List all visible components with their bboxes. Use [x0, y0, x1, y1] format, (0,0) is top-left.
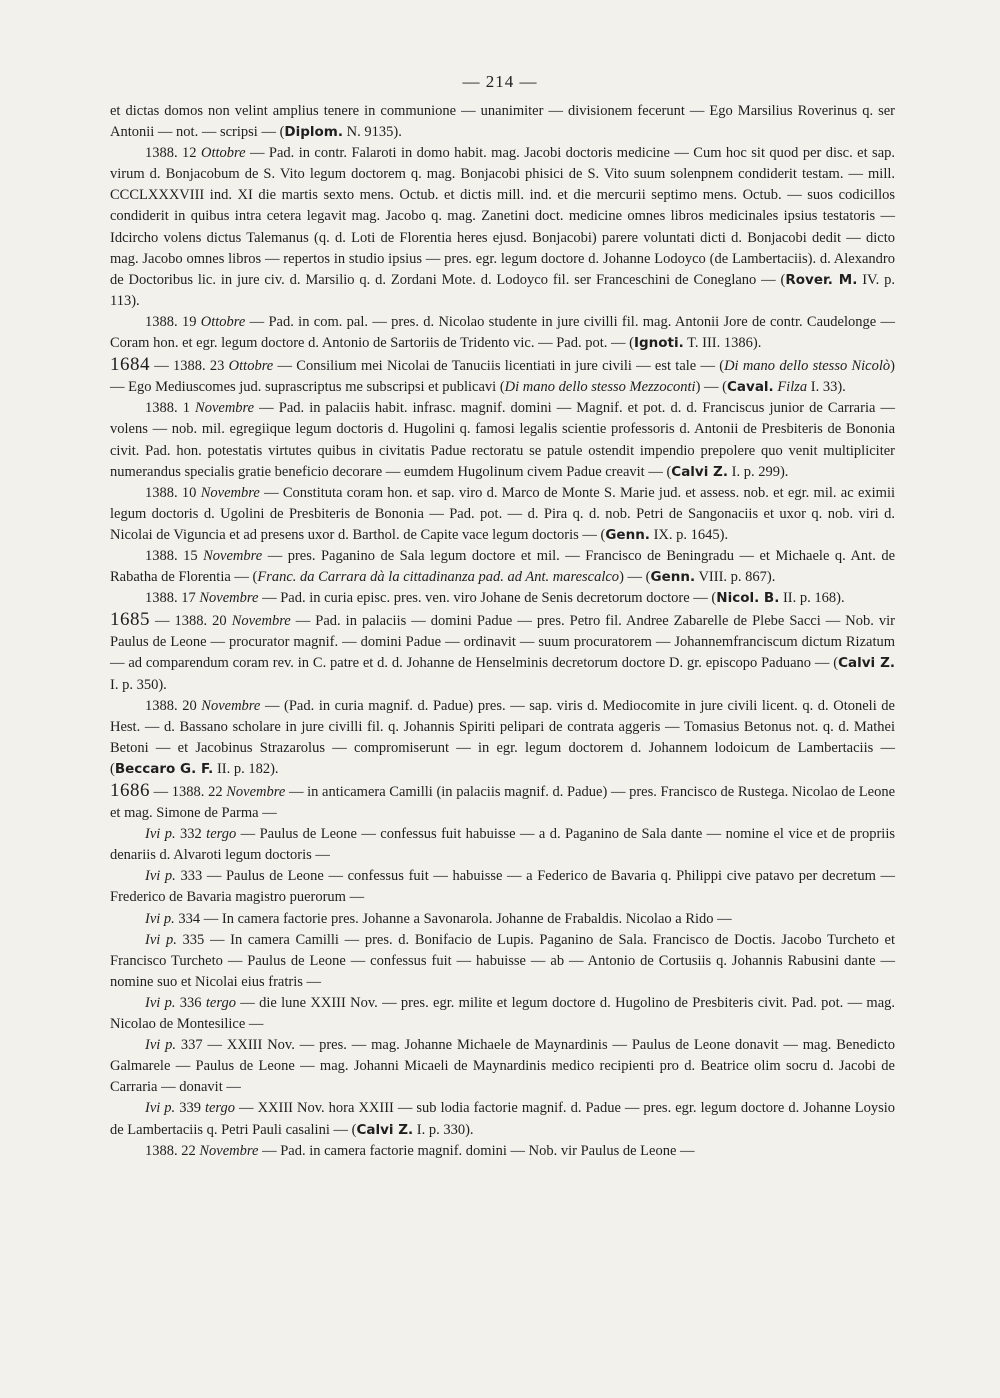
italic-text: Di mano dello stesso Nicolò: [724, 358, 891, 375]
text-paragraph: [110, 866, 895, 908]
text-run: I. p. 350).: [110, 676, 167, 693]
text-run: ) — (: [619, 569, 651, 586]
source-citation: Genn.: [605, 526, 650, 543]
page-number: — 214 —: [462, 72, 538, 91]
text-run: 1388. 22: [145, 1142, 200, 1159]
text-run: ) — Ego Mediuscomes jud. suprascriptus me subscripsi et publicavi (: [110, 358, 895, 396]
italic-text: Novembre: [231, 613, 291, 630]
numbered-entry-paragraph: [110, 354, 895, 398]
italic-text: Ivi p.: [145, 1037, 177, 1054]
text-paragraph: [110, 101, 895, 143]
text-run: 336: [175, 994, 206, 1011]
italic-text: Ottobre: [228, 358, 274, 375]
text-run: 334 — In camera factorie pres. Johanne a Savonarola. Johanne de Frabaldis. Nicolao a Rido —: [174, 910, 732, 927]
source-citation: Calvi Z.: [671, 463, 728, 480]
text-run: — Pad. in com. pal. — pres. d. Nicolao studente in jure civilli fil. mag. Antonii Jore de contr. Caudelonge — Coram hon. et egr. legum doctore d. Antonio de Sartoriis de Tridento vic. — Pad. pot. — (: [110, 313, 895, 352]
italic-text: tergo: [204, 1100, 236, 1117]
text-run: — Pad. in palaciis — domini Padue — pres. Petro fil. Andree Zabarelle de Plebe Sacci — Nob. vir Paulus de Leone — procurator magnif. — domini Padue — ordinavit — suum procuratorem — Johannemfranciscum dictum Rizatum — ad comparendum coram rev. in C. patre et d. d. Johanne de Henselminis decretorum doctore D. gr. episcopo Paduano — (: [110, 613, 895, 672]
text-run: et dictas domos non velint amplius tenere in communione — unanimiter — divisionem fecerunt — Ego Marsilius Roverinus q. ser Antonii — not. — scripsi — (: [110, 103, 895, 141]
text-paragraph: [110, 1098, 895, 1140]
text-run: — Pad. in palaciis habit. infrasc. magnif. domini — Magnif. et pot. d. d. Franciscus junior de Carraria — volens — nob. mil. egregiique legum doctoris d. Hugolini q. famosi legalis scientie professoris d. Antonii de Presbiteris de Bononia civit. Pad. hon. potestatis virtutes quibus in civitatis Padue rectoratu se patule ostendit impendio prepolere quo venit multipliciter numerandus specialis gratie beneficio decorare — eumdem Hugolinum civem Padue creavit — (: [110, 400, 895, 480]
text-run: T. III. 1386).: [683, 335, 762, 352]
italic-text: tergo: [206, 826, 237, 843]
entry-number: 1684: [110, 354, 150, 376]
text-run: VIII. p. 867).: [695, 569, 776, 586]
text-run: I. p. 299).: [727, 463, 789, 480]
text-run: 1388. 17: [145, 590, 200, 607]
text-run: 1388. 20: [145, 697, 202, 714]
source-citation: Nicol. B.: [716, 590, 780, 607]
text-run: 1388. 19: [145, 313, 201, 330]
text-run: — Pad. in curia episc. pres. ven. viro Johane de Senis decretorum doctore — (: [258, 590, 717, 607]
text-run: — Constituta coram hon. et sap. viro d. Marco de Monte S. Marie jud. et assess. nob. et egr. mil. ac eximii legum doctoris d. Ugolini de Presbiteris de Bononia — Pad. pot. — d. Pira q. d. nob. Petri de Sangonaciis et uxor q. nob. viri d. Nicolai de Viguncia et ad presens uxor d. Barthol. de Capite vace legum doctoris — (: [110, 484, 896, 543]
source-citation: Calvi Z.: [838, 655, 895, 672]
entry-number: 1685: [110, 609, 150, 631]
text-run: — pres. Paganino de Sala legum doctore et mil. — Francisco de Beningradu — et Michaele q. Ant. de Rabatha de Florentia — (: [110, 547, 896, 586]
text-run: I. p. 330).: [413, 1121, 474, 1138]
italic-text: Novembre: [195, 400, 255, 417]
text-run: 335 — In camera Camilli — pres. d. Bonifacio de Lupis. Paganino de Sala. Francisco de Doctis. Jacobo Turcheto et Francisco Turcheto — Paulus de Leone — confessus fuit — habuisse — ab — Antonio de Cortusiis q. Johannis Rabusini dante — nomine suo et Nicolai eius fratris —: [110, 931, 895, 990]
source-citation: Calvi Z.: [356, 1121, 414, 1138]
text-paragraph: [110, 909, 895, 930]
italic-text: Ivi p.: [145, 1100, 176, 1117]
document-body: [110, 101, 895, 1162]
italic-text: Novembre: [199, 1142, 259, 1159]
italic-text: Ivi p.: [145, 868, 176, 885]
source-citation: Rover. M.: [785, 271, 858, 288]
text-run: IX. p. 1645).: [649, 526, 729, 543]
italic-text: Novembre: [199, 590, 259, 607]
italic-text: Novembre: [226, 784, 286, 800]
italic-text: Novembre: [200, 484, 260, 501]
text-paragraph: [110, 1141, 895, 1162]
text-run: I. 33).: [807, 379, 846, 396]
italic-text: Novembre: [201, 697, 261, 714]
text-paragraph: [110, 143, 895, 312]
text-paragraph: [110, 588, 895, 609]
italic-text: Franc. da Carrara dà la cittadinanza pad. ad Ant. marescalco: [257, 569, 620, 586]
italic-text: Ottobre: [200, 145, 246, 162]
italic-text: Ivi p.: [145, 826, 176, 843]
text-run: 333 — Paulus de Leone — confessus fuit — habuisse — a Federico de Bavaria q. Philippi cive patavo per decretum — Frederico de Bavaria magistro puerorum —: [110, 868, 895, 906]
text-run: N. 9135).: [343, 124, 402, 141]
italic-text: Novembre: [203, 547, 263, 564]
text-paragraph: [110, 993, 895, 1035]
text-run: 339: [175, 1100, 205, 1117]
entry-number: 1686: [110, 780, 150, 801]
text-run: II. p. 168).: [779, 590, 845, 607]
italic-text: Ottobre: [200, 313, 246, 330]
text-run: — 1388. 22: [150, 784, 227, 800]
text-paragraph: [110, 483, 895, 546]
italic-text: Ivi p.: [145, 994, 176, 1011]
text-run: — (Pad. in curia magnif. d. Padue) pres. — sap. viris d. Mediocomite in jure civili licent. q. d. Otoneli de Hest. — d. Bassano scholare in jure civilli fil. q. Johannis Spiriti pelipari de contrata aggeris — Tomasius Betonus not. q. d. Mathei Betoni — et Jacobinus Strazarolus — compromiserunt — in egr. legum doctorem d. Johannem lodoicum de Lambertaciis — (: [110, 697, 895, 777]
text-run: II. p. 182).: [213, 760, 279, 777]
text-paragraph: [110, 546, 895, 588]
text-run: — Pad. in camera factorie magnif. domini — Nob. vir Paulus de Leone —: [258, 1142, 695, 1159]
text-run: 332: [175, 826, 207, 843]
source-citation: Ignoti.: [633, 335, 684, 352]
numbered-entry-paragraph: [110, 609, 895, 695]
source-citation: Caval.: [727, 379, 774, 396]
text-paragraph: [110, 696, 895, 780]
text-run: — XXIII Nov. hora XXIII — sub lodia factorie magnif. d. Padue — pres. egr. legum doctore d. Johanne Loysio de Lambertaciis q. Petri Pauli casalini — (: [110, 1100, 896, 1138]
italic-text: Ivi p.: [145, 931, 177, 948]
text-run: — Paulus de Leone — confessus fuit habuisse — a d. Paganino de Sala dante — nomine el vice et de propriis denariis d. Alvaroti legum doctoris —: [110, 826, 896, 864]
text-paragraph: [110, 1035, 895, 1098]
source-citation: Genn.: [650, 569, 696, 586]
italic-text: Filza: [777, 379, 808, 396]
text-run: — die lune XXIII Nov. — pres. egr. milite et legum doctore d. Hugolino de Presbiteris civit. Pad. pot. — mag. Nicolao de Montesilice —: [110, 994, 896, 1033]
numbered-entry-paragraph: [110, 780, 895, 824]
source-citation: Diplom.: [284, 124, 344, 141]
text-run: ) — (: [695, 379, 727, 396]
italic-text: tergo: [205, 994, 236, 1011]
text-paragraph: [110, 930, 895, 993]
italic-text: Ivi p.: [145, 910, 175, 927]
text-run: — in anticamera Camilli (in palaciis magnif. d. Padue) — pres. Francisco de Rustega. Nicolao de Leone et mag. Simone de Parma —: [110, 784, 895, 822]
text-run: 1388. 12: [145, 145, 201, 162]
text-run: IV. p. 113).: [110, 271, 895, 309]
italic-text: Di mano dello stesso Mezzoconti: [504, 379, 696, 396]
text-run: 1388. 1: [145, 400, 196, 417]
text-paragraph: [110, 398, 895, 482]
text-run: — Consilium mei Nicolai de Tanuciis licentiati in jure civili — est tale — (: [273, 358, 725, 375]
text-run: 1388. 10: [145, 484, 201, 501]
text-paragraph: [110, 312, 895, 354]
text-run: — 1388. 23: [150, 358, 229, 375]
source-citation: Beccaro G. F.: [114, 760, 214, 777]
text-run: — 1388. 20: [150, 613, 232, 630]
text-run: 337 — XXIII Nov. — pres. — mag. Johanne Michaele de Maynardinis — Paulus de Leone donavit — mag. Benedicto Galmarele — Paulus de Leone — mag. Johanni Micaeli de Maynardinis medico recipienti pro d. Beatrice olim socru d. Jacobi de Carraria — donavit —: [110, 1037, 895, 1096]
text-run: — Pad. in contr. Falaroti in domo habit. mag. Jacobi doctoris medicine — Cum hoc sit quod per disc. et sap. virum d. Bonjacobum de S. Vito legum doctorem q. mag. Bonjacobi phisici de S. Vito suum solenpnem condiderit testam. — mill. CCCLXXXVIII ind. XI die martis sexto mens. Octub. et dictis mill. ind. et die mercurii septimo mens. Octub. — suos codicillos condiderit in quibus intra cetera legavit mag. Jacobo q. mag. Zanetini doct. medicine omnes libros medicinales ipsius testatoris — Idcircho volens dictus Talemanus (q. d. Loti de Florentia heres ejusd. Bonjacobi) parere voluntati dicti d. Bonjacobi dedit — dicto mag. Jacobo omnes libros — repertos in studio ipsius — pres. egr. legum doctore d. Johanne Lodoyco (de Lambertaciis). d. Alexandro de Doctoribus lic. in jure civ. d. Marsilio q. d. Zordani Mote. d. Lodoyco fil. ser Franceschini de Coneglano — (: [110, 145, 896, 288]
text-paragraph: [110, 824, 895, 866]
text-run: 1388. 15: [145, 547, 204, 564]
